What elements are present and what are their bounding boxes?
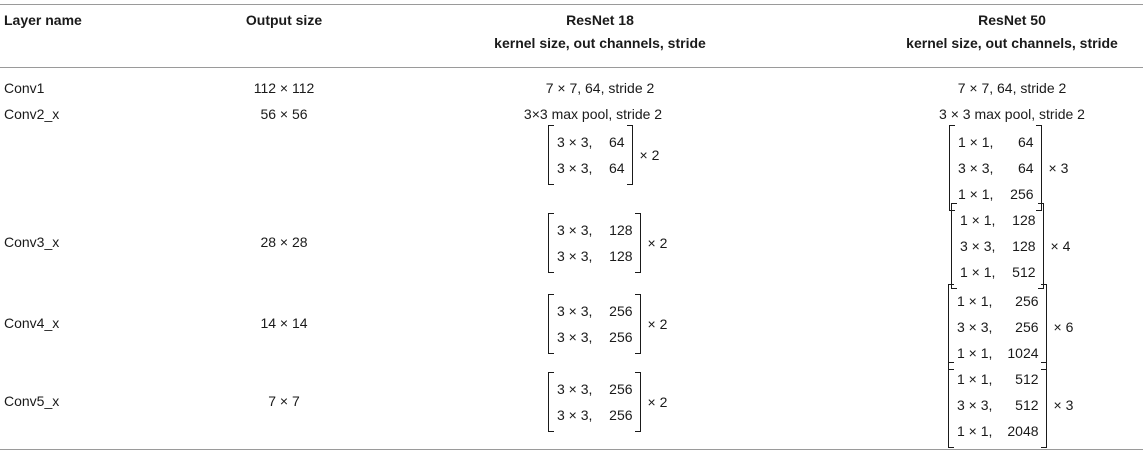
matrix-kernel: 1 × 1 <box>957 344 989 361</box>
resnet18-block <box>548 213 667 273</box>
matrix-kernel: 1 × 1 <box>957 422 989 439</box>
resnet18-cell: 7 × 7, 64, stride 2 <box>545 80 655 96</box>
header-resnet50-sub: kernel size, out channels, stride <box>906 35 1118 51</box>
matrix-channels: 256 <box>609 328 633 345</box>
header-resnet50-title: ResNet 50 <box>978 12 1046 28</box>
layer-name-cell: Conv1 <box>4 80 45 96</box>
matrix-kernel: 1 × 1 <box>958 185 990 202</box>
resnet50-block <box>949 125 1068 211</box>
matrix-channels: 128 <box>1012 211 1036 228</box>
block-multiplier: × 3 <box>1048 160 1069 176</box>
matrix-kernel: 3 × 3 <box>557 380 589 397</box>
matrix-channels: 128 <box>1012 237 1036 254</box>
header-output-size: Output size <box>245 12 323 28</box>
output-size-cell: 7 × 7 <box>268 393 300 409</box>
matrix-channels: 512 <box>1012 263 1036 280</box>
matrix-channels: 512 <box>1015 396 1039 413</box>
block-multiplier: × 2 <box>647 316 668 332</box>
matrix-kernel: 1 × 1 <box>960 211 992 228</box>
matrix-kernel: 3 × 3 <box>557 247 589 264</box>
block-multiplier: × 2 <box>639 147 660 163</box>
block-multiplier: × 2 <box>647 235 668 251</box>
block-multiplier: × 4 <box>1050 238 1071 254</box>
output-size-cell: 56 × 56 <box>260 106 308 122</box>
matrix-channels: 256 <box>609 380 633 397</box>
block-multiplier: × 6 <box>1053 319 1074 335</box>
matrix-bracket: 1 × 1 , 64 3 × 3 , 64 1 × 1 , 256 <box>949 125 1042 211</box>
resnet18-block <box>548 125 659 185</box>
matrix-kernel: 3 × 3 <box>960 237 992 254</box>
matrix-kernel: 3 × 3 <box>958 159 990 176</box>
matrix-channels: 2048 <box>1007 422 1039 439</box>
resnet18-pool-cell: 3×3 max pool, stride 2 <box>523 106 663 122</box>
output-size-cell: 14 × 14 <box>260 315 308 331</box>
matrix-kernel: 1 × 1 <box>958 133 990 150</box>
matrix-bracket: 1 × 1 , 128 3 × 3 , 128 1 × 1 , 512 <box>951 203 1044 289</box>
resnet18-block <box>548 372 667 432</box>
matrix-kernel: 3 × 3 <box>557 406 589 423</box>
matrix-kernel: 3 × 3 <box>957 396 989 413</box>
matrix-kernel: 1 × 1 <box>957 370 989 387</box>
output-size-cell: 112 × 112 <box>253 80 315 96</box>
matrix-kernel: 3 × 3 <box>557 328 589 345</box>
output-size-cell: 28 × 28 <box>260 234 308 250</box>
bottom-rule <box>0 449 1143 450</box>
resnet50-block <box>948 284 1073 370</box>
resnet18-block <box>548 294 667 354</box>
matrix-bracket: 3 × 3 , 256 3 × 3 , 256 <box>548 294 641 354</box>
matrix-kernel: 3 × 3 <box>557 221 589 238</box>
matrix-channels: 64 <box>1017 133 1034 150</box>
resnet50-pool-cell: 3 × 3 max pool, stride 2 <box>939 106 1085 122</box>
resnet50-block <box>951 203 1070 289</box>
matrix-channels: 256 <box>1015 292 1039 309</box>
matrix-channels: 512 <box>1015 370 1039 387</box>
matrix-bracket: 3 × 3 , 128 3 × 3 , 128 <box>548 213 641 273</box>
layer-name-cell: Conv2_x <box>4 106 60 122</box>
resnet50-cell: 7 × 7, 64, stride 2 <box>957 80 1067 96</box>
header-layer-name: Layer name <box>4 12 82 28</box>
matrix-kernel: 1 × 1 <box>960 263 992 280</box>
matrix-kernel: 1 × 1 <box>957 292 989 309</box>
matrix-channels: 64 <box>608 159 625 176</box>
matrix-kernel: 3 × 3 <box>557 302 589 319</box>
block-multiplier: × 3 <box>1053 397 1074 413</box>
matrix-channels: 256 <box>1015 318 1039 335</box>
matrix-bracket: 3 × 3 , 64 3 × 3 , 64 <box>548 125 633 185</box>
matrix-bracket: 3 × 3 , 256 3 × 3 , 256 <box>548 372 641 432</box>
matrix-channels: 256 <box>609 406 633 423</box>
layer-name-cell: Conv3_x <box>4 234 60 250</box>
matrix-channels: 64 <box>1017 159 1034 176</box>
header-resnet18-sub: kernel size, out channels, stride <box>494 35 706 51</box>
matrix-bracket: 1 × 1 , 256 3 × 3 , 256 1 × 1 , 1024 <box>948 284 1047 370</box>
matrix-kernel: 3 × 3 <box>957 318 989 335</box>
header-rule <box>0 67 1143 68</box>
resnet50-block <box>948 362 1073 448</box>
matrix-kernel: 3 × 3 <box>557 159 589 176</box>
matrix-bracket: 1 × 1 , 512 3 × 3 , 512 1 × 1 , 2048 <box>948 362 1047 448</box>
layer-name-cell: Conv4_x <box>4 315 60 331</box>
matrix-channels: 64 <box>608 133 625 150</box>
matrix-channels: 128 <box>609 221 633 238</box>
matrix-channels: 1024 <box>1007 344 1039 361</box>
block-multiplier: × 2 <box>647 394 668 410</box>
matrix-channels: 128 <box>609 247 633 264</box>
matrix-kernel: 3 × 3 <box>557 133 589 150</box>
header-resnet18-title: ResNet 18 <box>566 12 634 28</box>
matrix-channels: 256 <box>609 302 633 319</box>
matrix-channels: 256 <box>1010 185 1034 202</box>
top-rule <box>0 4 1143 5</box>
layer-name-cell: Conv5_x <box>4 393 60 409</box>
